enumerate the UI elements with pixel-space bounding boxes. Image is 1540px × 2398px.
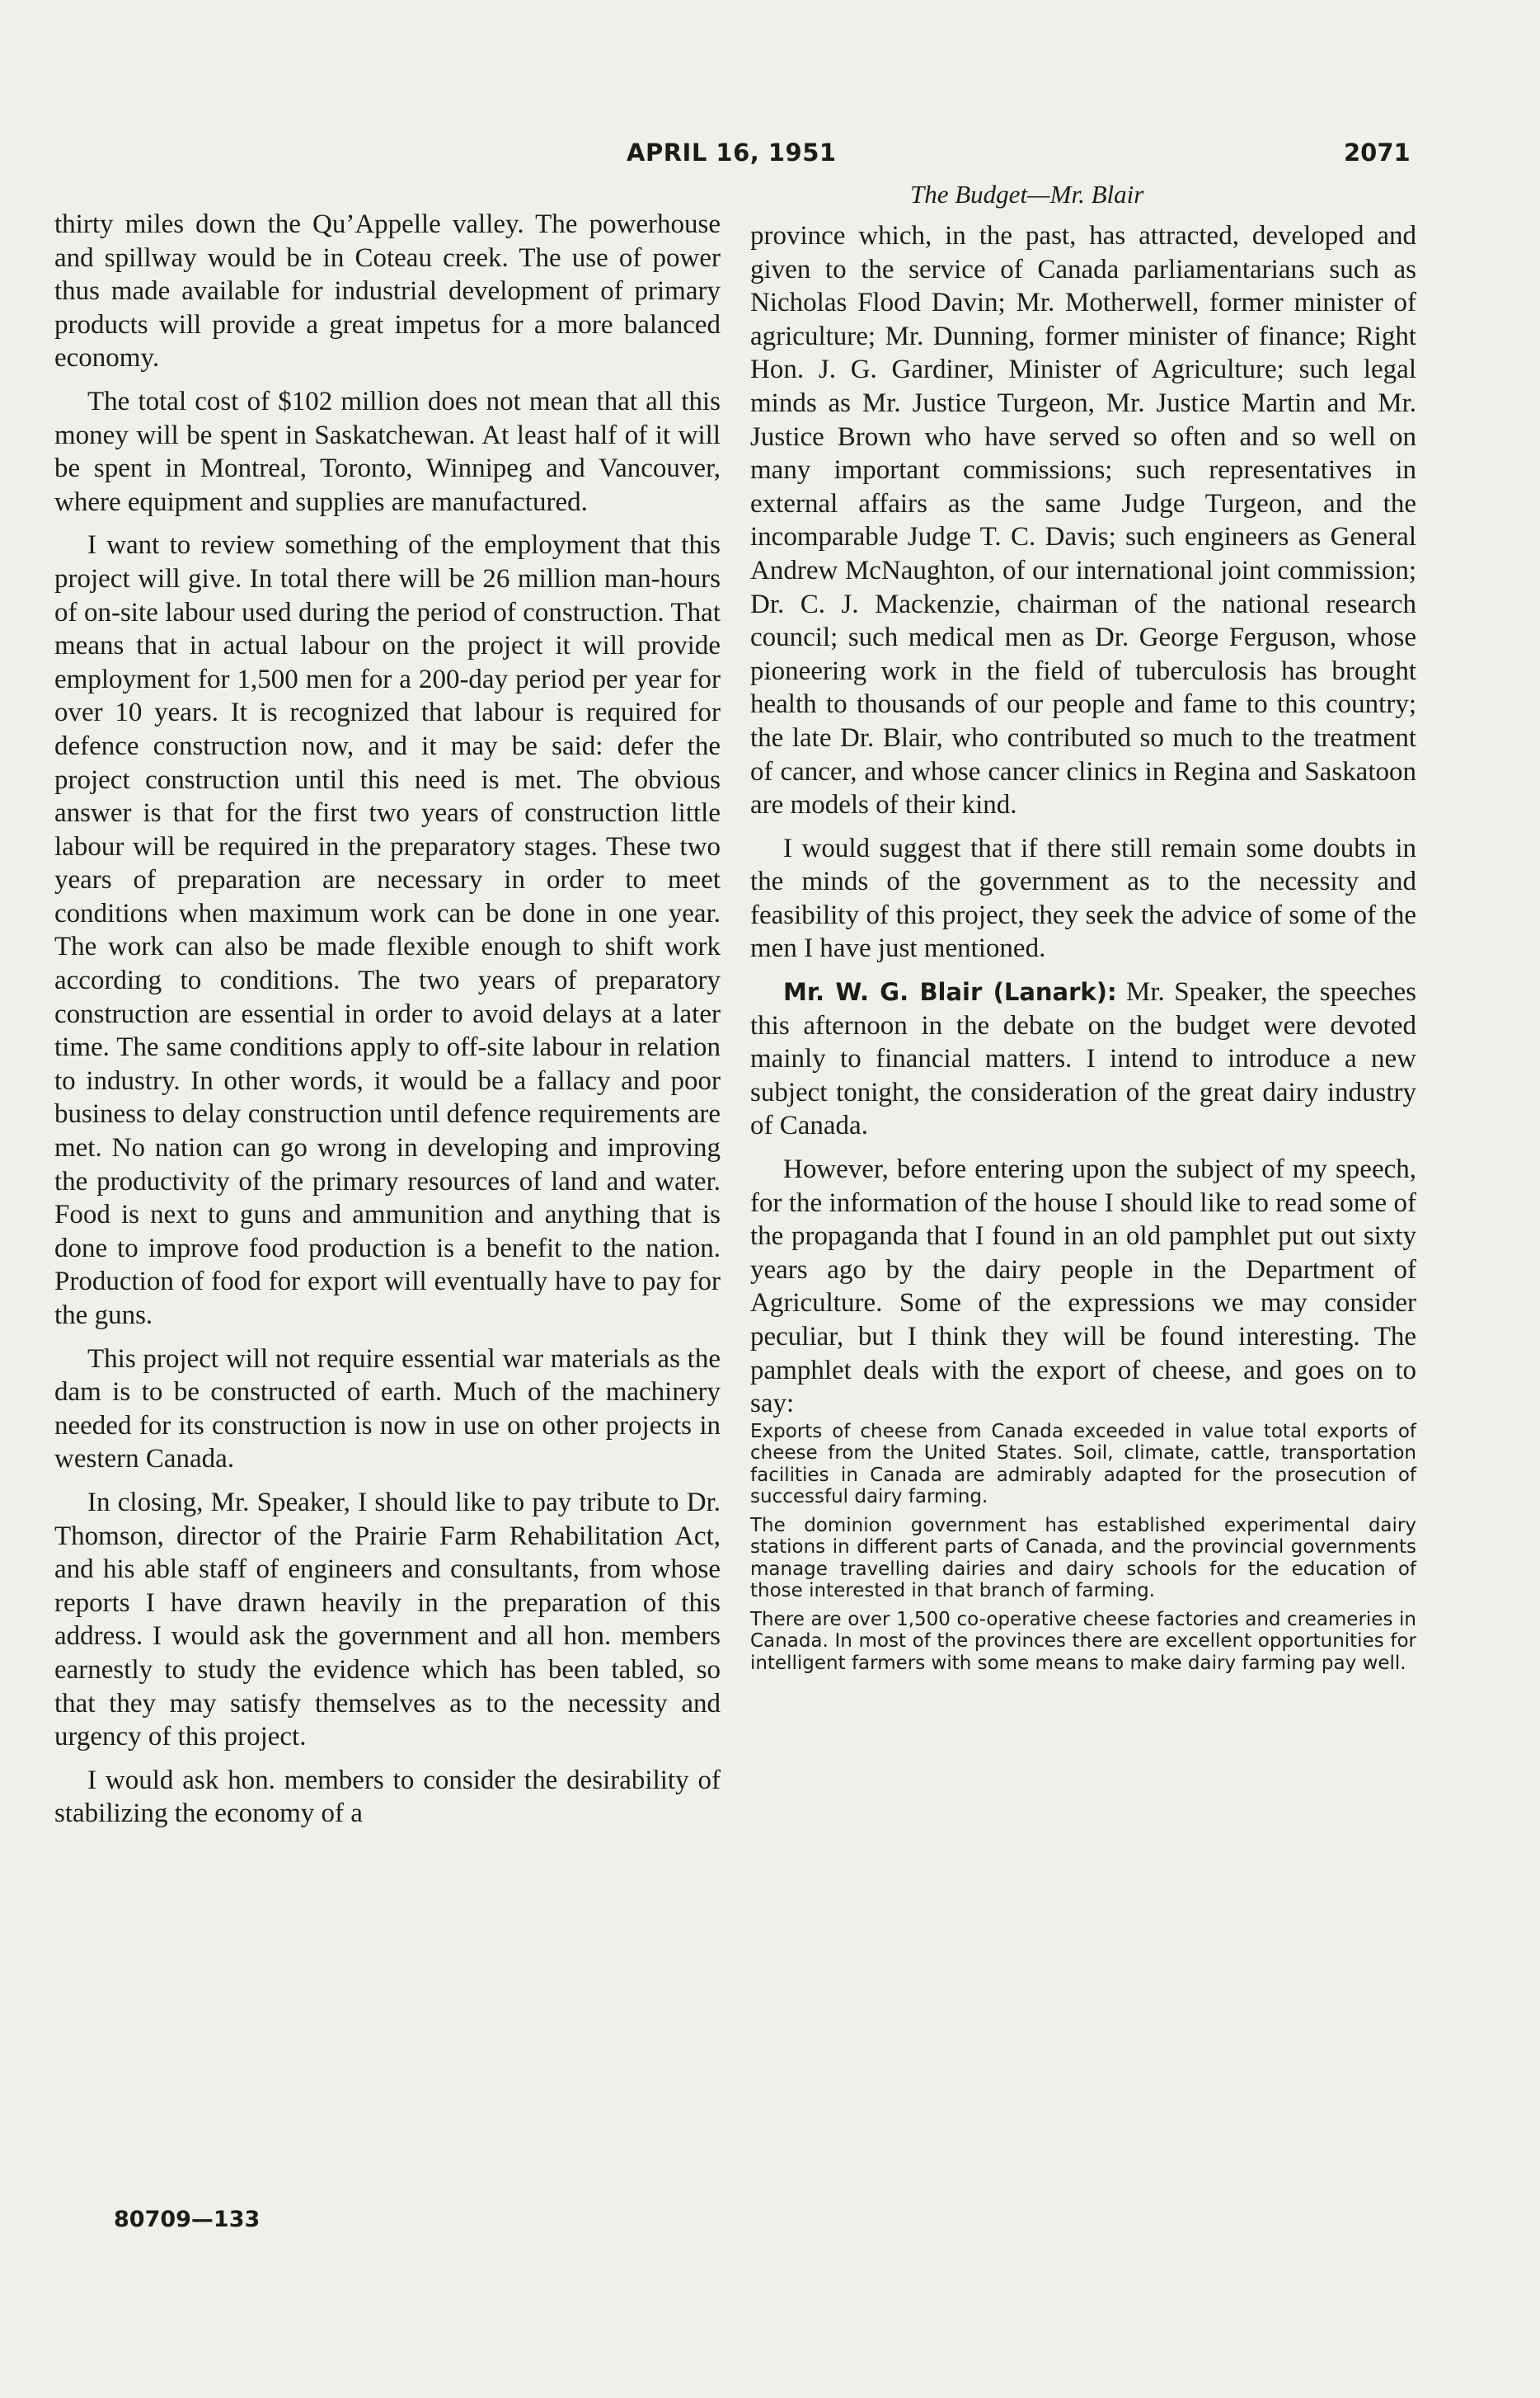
paragraph: thirty miles down the Qu’Appelle valley. The powerhouse and spillway would be in Coteau creek. The use of power thus made available for industrial development of primary products will provide a great impetus for a more balanced economy.: [54, 209, 721, 374]
right-column: [750, 219, 1416, 1674]
left-column: [54, 208, 721, 1831]
paragraph: province which, in the past, has attracted, developed and given to the service of Canada parliamentarians such as Nicholas Flood Davin; Mr. Motherwell, former minister of agriculture; Mr. Dunning, former minister of finance; Right Hon. J. G. Gardiner, Minister of Agriculture; such legal minds as Mr. Justice Turgeon, Mr. Justice Martin and Mr. Justice Brown who have served so often and so well on many important commissions; such representatives in external affairs as the same Judge Turgeon, and the incomparable Judge T. C. Davis; such engineers as General Andrew McNaughton, of our international joint commission; Dr. C. J. Mackenzie, chairman of the national research council; such medical men as Dr. George Ferguson, whose pioneering work in the field of tuberculosis has brought health to thousands of our people and fame to this country; the late Dr. Blair, who contributed so much to the treatment of cancer, and whose cancer clinics in Regina and Saskatoon are models of their kind.: [750, 221, 1416, 820]
header-date: APRIL 16, 1951: [627, 139, 837, 167]
paragraph: However, before entering upon the subject of my speech, for the information of the house I should like to read some of the propaganda that I found in an old pamphlet put out sixty years ago by the dairy people in the Department of Agriculture. Some of the expressions we may consider peculiar, but I think they will be found interesting. The pamphlet deals with the export of cheese, and goes on to say:: [750, 1154, 1416, 1419]
running-head: The Budget—Mr. Blair: [910, 180, 1144, 209]
speaker-name: Mr. W. G. Blair (Lanark):: [783, 978, 1117, 1007]
block-quote: The dominion government has established experimental dairy stations in different parts of Canada, and the provincial governments manage travelling dairies and dairy schools for the education of those interested in that branch of farming.: [750, 1514, 1416, 1602]
paragraph: In closing, Mr. Speaker, I should like to pay tribute to Dr. Thomson, director of the Prairie Farm Rehabilitation Act, and his able staff of engineers and consultants, from whose reports I have drawn heavily in the preparation of this address. I would ask the government and all hon. members earnestly to study the evidence which has been tabled, so that they may satisfy themselves as to the necessity and urgency of this project.: [54, 1487, 721, 1752]
paragraph: I would suggest that if there still remain some doubts in the minds of the government as to the necessity and feasibility of this project, they seek the advice of some of the men I have just mentioned.: [750, 833, 1416, 964]
block-quote: There are over 1,500 co-operative cheese factories and creameries in Canada. In most of the provinces there are excellent opportunities for intelligent farmers with some means to make dairy farming pay well.: [750, 1608, 1416, 1674]
print-code: 80709—133: [114, 2207, 261, 2232]
block-quote: Exports of cheese from Canada exceeded in value total exports of cheese from the United States. Soil, climate, cattle, transportation facilities in Canada are admirably adapted for the prosecution of successful dairy farming.: [750, 1420, 1416, 1508]
speech-paragraph: [750, 976, 1416, 1143]
page-number: 2071: [1344, 139, 1411, 167]
paragraph: I want to review something of the employment that this project will give. In total there will be 26 million man-hours of on-site labour used during the period of construction. That means that in actual labour on the project it will provide employment for 1,500 men for a 200-day period per year for over 10 years. It is recognized that labour is required for defence construction now, and it may be said: defer the project construction until this need is met. The obvious answer is that for the first two years of construction little labour will be required in the preparatory stages. These two years of preparation are necessary in order to meet conditions when maximum work can be done in one year. The work can also be made flexible enough to shift work according to conditions. The two years of preparatory construction are essential in order to avoid delays at a later time. The same conditions apply to off-site labour in relation to industry. In other words, it would be a fallacy and poor business to delay construction until defence requirements are met. No nation can go wrong in developing and improving the productivity of the primary resources of land and water. Food is next to guns and ammunition and anything that is done to improve food production is a benefit to the nation. Production of food for export will eventually have to pay for the guns.: [54, 530, 721, 1330]
paragraph: The total cost of $102 million does not mean that all this money will be spent in Saskatchewan. At least half of it will be spent in Montreal, Toronto, Winnipeg and Vancouver, where equipment and supplies are manufactured.: [54, 386, 721, 517]
paragraph: This project will not require essential war materials as the dam is to be constructed of earth. Much of the machinery needed for its construction is now in use on other projects in western Canada.: [54, 1343, 721, 1474]
speech-text: Mr. Speaker, the speeches this afternoon in the debate on the budget were devoted mainly to financial matters. I intend to introduce a new subject tonight, the consideration of the great dairy industry of Canada.: [750, 977, 1417, 1141]
paragraph: I would ask hon. members to consider the desirability of stabilizing the economy of a: [54, 1765, 721, 1829]
